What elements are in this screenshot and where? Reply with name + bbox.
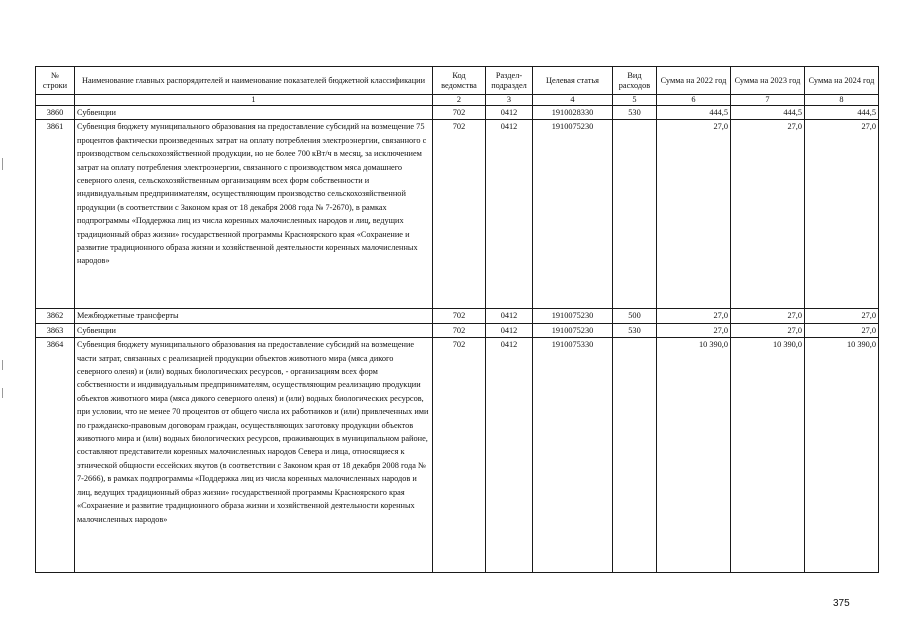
column-number: 3: [486, 95, 533, 106]
row-expense-type: 500: [613, 309, 657, 323]
row-target: 1910075230: [533, 309, 613, 323]
header-row: [36, 67, 879, 95]
row-number: 3863: [36, 323, 75, 337]
row-target: 1910075230: [533, 323, 613, 337]
table-row: [36, 120, 879, 309]
row-expense-type: [613, 120, 657, 309]
row-expense-type: 530: [613, 106, 657, 120]
table-row: [36, 323, 879, 337]
header-section: Раздел-подраздел: [486, 67, 533, 95]
column-number: 8: [805, 95, 879, 106]
row-sum-2024: 444,5: [805, 106, 879, 120]
row-section: 0412: [486, 106, 533, 120]
row-sum-2022: 444,5: [657, 106, 731, 120]
table-row: [36, 338, 879, 573]
scan-margin-mark: [2, 360, 3, 370]
header-sum-2023: Сумма на 2023 год: [731, 67, 805, 95]
header-target: Целевая статья: [533, 67, 613, 95]
row-sum-2023: 27,0: [731, 309, 805, 323]
row-number: 3862: [36, 309, 75, 323]
header-row-no: № строки: [36, 67, 75, 95]
table-row: [36, 309, 879, 323]
row-name: Межбюджетные трансферты: [75, 309, 433, 323]
budget-table: [35, 66, 879, 573]
row-sum-2024: 27,0: [805, 323, 879, 337]
row-sum-2024: 27,0: [805, 309, 879, 323]
row-target: 1910075230: [533, 120, 613, 309]
row-number: 3860: [36, 106, 75, 120]
column-number: 4: [533, 95, 613, 106]
row-target: 1910028330: [533, 106, 613, 120]
row-sum-2022: 27,0: [657, 323, 731, 337]
header-sum-2022: Сумма на 2022 год: [657, 67, 731, 95]
row-expense-type: [613, 338, 657, 573]
column-number: [36, 95, 75, 106]
column-number: 7: [731, 95, 805, 106]
header-dept-code: Код ведомства: [433, 67, 486, 95]
row-section: 0412: [486, 338, 533, 573]
header-expense-type: Вид расходов: [613, 67, 657, 95]
row-sum-2022: 27,0: [657, 120, 731, 309]
column-number: 5: [613, 95, 657, 106]
row-dept-code: 702: [433, 309, 486, 323]
row-section: 0412: [486, 120, 533, 309]
table-row: [36, 106, 879, 120]
row-sum-2024: 27,0: [805, 120, 879, 309]
scan-margin-mark: [2, 158, 3, 170]
column-number: 1: [75, 95, 433, 106]
row-dept-code: 702: [433, 323, 486, 337]
row-name: Субвенция бюджету муниципального образования на предоставление субсидий на возмещение части затрат, связанных с реализацией продукции объектов животного мира (мяса дикого северного оленя) и (или) водных биологических ресурсов, - организациям всех форм собственности и индивидуальным предпринимателям, осуществляющим реализацию продукции объектов животного мира (мяса дикого северного оленя) и (или) водных биологических ресурсов, при условии, что не менее 70 процентов от общего числа их работников и (или) привлеченных ими по гражданско-правовым договорам граждан, осуществляющих заготовку продукции объектов животного мира и (или) водных биологических ресурсов, проживающих в муниципальном районе, составляют представители коренных малочисленных народов Севера и лица, относящиеся к этнической общности ессейских якутов (в соответствии с Законом края от 18 декабря 2008 года № 7-2666), в рамках подпрограммы «Поддержка лиц из числа коренных малочисленных народов и лиц, ведущих традиционный образ жизни» государственной программы Красноярского края «Сохранение и развитие традиционного образа жизни и хозяйственной деятельности коренных малочисленных народов»: [75, 338, 433, 573]
row-name: Субвенция бюджету муниципального образования на предоставление субсидий на возмещение 75 процентов фактически произведенных затрат на оплату потребления электроэнергии, связанного с производством сельскохозяйственной продукции, но не более 700 кВт/ч в месяц, за исключением затрат на оплату потребления электроэнергии, связанного с производством мяса домашнего северного оленя, сельскохозяйственным организациям всех форм собственности и индивидуальным предпринимателям, осуществляющим производство сельскохозяйственной продукции (в соответствии с Законом края от 18 декабря 2008 года № 7-2670), в рамках подпрограммы «Поддержка лиц из числа коренных малочисленных народов и лиц, ведущих традиционный образ жизни» государственной программы Красноярского края «Сохранение и развитие традиционного образа жизни и хозяйственной деятельности коренных малочисленных народов»: [75, 120, 433, 309]
row-sum-2023: 27,0: [731, 323, 805, 337]
row-sum-2023: 444,5: [731, 106, 805, 120]
row-sum-2022: 10 390,0: [657, 338, 731, 573]
row-sum-2023: 10 390,0: [731, 338, 805, 573]
row-sum-2023: 27,0: [731, 120, 805, 309]
column-number: 6: [657, 95, 731, 106]
column-number-row: [36, 95, 879, 106]
scan-margin-mark: [2, 388, 3, 398]
row-number: 3864: [36, 338, 75, 573]
header-name: Наименование главных распорядителей и наименование показателей бюджетной классификации: [75, 67, 433, 95]
row-dept-code: 702: [433, 106, 486, 120]
row-dept-code: 702: [433, 338, 486, 573]
row-name: Субвенции: [75, 323, 433, 337]
row-sum-2022: 27,0: [657, 309, 731, 323]
column-number: 2: [433, 95, 486, 106]
header-sum-2024: Сумма на 2024 год: [805, 67, 879, 95]
row-name: Субвенции: [75, 106, 433, 120]
row-section: 0412: [486, 323, 533, 337]
row-number: 3861: [36, 120, 75, 309]
row-section: 0412: [486, 309, 533, 323]
row-target: 1910075330: [533, 338, 613, 573]
row-sum-2024: 10 390,0: [805, 338, 879, 573]
row-dept-code: 702: [433, 120, 486, 309]
row-expense-type: 530: [613, 323, 657, 337]
page-number: 375: [833, 598, 850, 609]
